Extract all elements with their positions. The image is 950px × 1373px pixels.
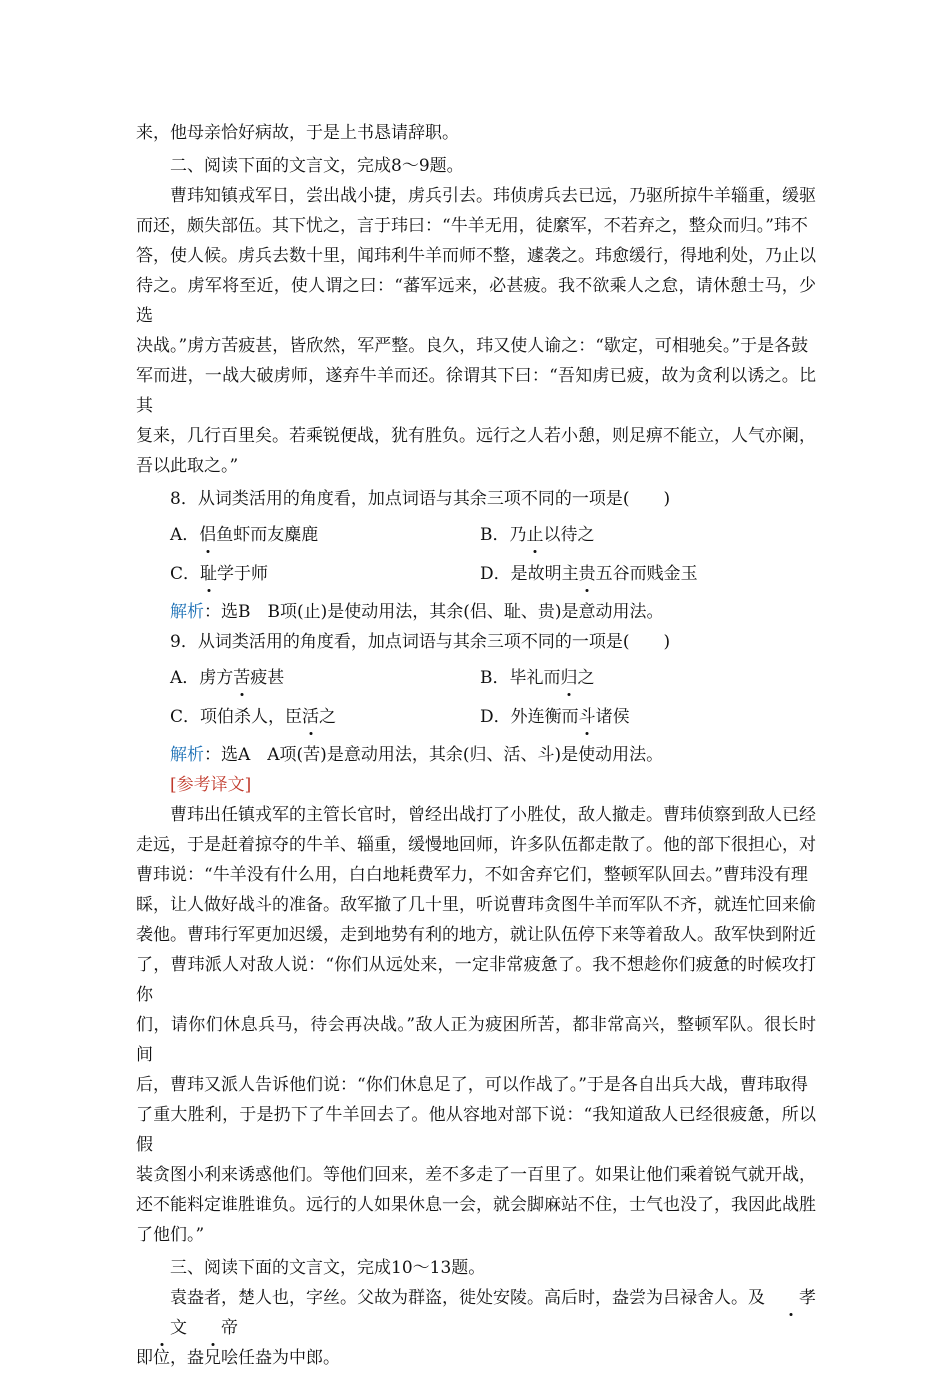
translation bbox=[136, 800, 816, 1250]
option-b: B．毕礼而归之 bbox=[480, 663, 820, 693]
option-a: A．侣鱼虾而友麋鹿 bbox=[170, 520, 480, 550]
passage2 bbox=[136, 181, 816, 481]
option-c: C．项伯杀人，臣活之 bbox=[170, 702, 480, 732]
question-8-stem: 8．从词类活用的角度看，加点词语与其余三项不同的一项是( ) bbox=[170, 489, 671, 509]
document-page bbox=[136, 118, 816, 1373]
translation-line: 走远，于是赶着掠夺的牛羊、辎重，缓慢地回师，许多队伍都走散了。他的部下很担心，对 bbox=[136, 835, 816, 855]
reference-heading: [参考译文] bbox=[170, 775, 252, 795]
translation-line: 了，曹玮派人对敌人说：“你们从远处来，一定非常疲惫了。我不想趁你们疲惫的时候攻打你 bbox=[136, 955, 816, 1005]
passage2-line: 答，使人候。虏兵去数十里，闻玮利牛羊而师不整，遽袭之。玮愈缓行，得地利处，乃止以 bbox=[136, 246, 816, 266]
translation-line: 装贪图小利来诱惑他们。等他们回来，差不多走了一百里了。如果让他们乘着锐气就开战， bbox=[136, 1165, 816, 1185]
passage2-line: 军而进，一战大破虏师，遂弃牛羊而还。徐谓其下曰：“吾知虏已疲，故为贪利以诱之。比其 bbox=[136, 366, 816, 416]
answer-label: 解析 bbox=[170, 745, 204, 765]
passage3-line: 袁盎者，楚人也，字丝。父故为群盗，徙处安陵。高后时，盎尝为吕禄舍人。及 孝文 帝 bbox=[136, 1283, 816, 1343]
option-a: A．虏方苦疲甚 bbox=[170, 663, 480, 693]
question-9-answer: 解析：选A A项(苦)是意动用法，其余(归、活、斗)是使动用法。 bbox=[170, 745, 664, 765]
translation-line: 了他们。” bbox=[136, 1225, 205, 1245]
option-d: D．外连衡而斗诸侯 bbox=[480, 702, 820, 732]
passage2-line: 待之。虏军将至近，使人谓之曰：“蕃军远来，必甚疲。我不欲乘人之怠，请休憩士马，少选 bbox=[136, 276, 816, 326]
question-9-options bbox=[170, 663, 816, 732]
passage2-line: 而还，颇失部伍。其下忧之，言于玮曰：“牛羊无用，徒縻军，不若弃之，整众而归。”玮不 bbox=[136, 216, 808, 236]
option-d: D．是故明主贵五谷而贱金玉 bbox=[480, 559, 820, 589]
translation-line: 袭他。曹玮行军更加迟缓，走到地势有利的地方，就让队伍停下来等着敌人。敌军快到附近 bbox=[136, 925, 816, 945]
answer-label: 解析 bbox=[170, 602, 204, 622]
translation-line: 曹玮出任镇戎军的主管长官时，曾经出战打了小胜仗，敌人撤走。曹玮侦察到敌人已经 bbox=[170, 805, 816, 825]
passage3-line: 即位，盎兄哙任盎为中郎。 bbox=[136, 1348, 340, 1368]
passage2-line: 复来，几行百里矣。若乘锐便战，犹有胜负。远行之人若小憩，则足痹不能立，人气亦阑， bbox=[136, 426, 816, 446]
translation-line: 后，曹玮又派人告诉他们说：“你们休息足了，可以作战了。”于是各自出兵大战，曹玮取得 bbox=[136, 1075, 808, 1095]
passage2-line: 决战。”虏方苦疲甚，皆欣然，军严整。良久，玮又使人谕之：“歇定，可相驰矣。”于是各鼓 bbox=[136, 336, 809, 356]
section2-heading: 二、阅读下面的文言文，完成8～9题。 bbox=[170, 156, 464, 176]
question-8 bbox=[136, 484, 816, 627]
option-c: C．耻学于师 bbox=[170, 559, 480, 589]
question-8-options bbox=[170, 520, 816, 589]
passage2-line: 曹玮知镇戎军日，尝出战小捷，虏兵引去。玮侦虏兵去已远，乃驱所掠牛羊辎重，缓驱 bbox=[170, 186, 816, 206]
question-9-stem: 9．从词类活用的角度看，加点词语与其余三项不同的一项是( ) bbox=[170, 632, 671, 652]
translation-line: 了重大胜利，于是扔下了牛羊回去了。他从容地对部下说：“我知道敌人已经很疲惫，所以假 bbox=[136, 1105, 816, 1155]
option-b: B．乃止以待之 bbox=[480, 520, 820, 550]
translation-line: 们，请你们休息兵马，待会再决战。”敌人正为疲困所苦，都非常高兴，整顿军队。很长时间 bbox=[136, 1015, 816, 1065]
translation-line: 睬，让人做好战斗的准备。敌军撤了几十里，听说曹玮贪图牛羊而军队不齐，就连忙回来偷 bbox=[136, 895, 816, 915]
question-8-answer: 解析：选B B项(止)是使动用法，其余(侣、耻、贵)是意动用法。 bbox=[170, 602, 664, 622]
translation-line: 还不能料定谁胜谁负。远行的人如果休息一会，就会脚麻站不住，士气也没了，我因此战胜 bbox=[136, 1195, 816, 1215]
section3-heading: 三、阅读下面的文言文，完成10～13题。 bbox=[170, 1258, 486, 1278]
translation-line: 曹玮说：“牛羊没有什么用，白白地耗费军力，不如舍弃它们，整顿军队回去。”曹玮没有理 bbox=[136, 865, 808, 885]
passage3 bbox=[136, 1283, 816, 1373]
passage2-line: 吾以此取之。” bbox=[136, 456, 239, 476]
intro-tail: 来，他母亲恰好病故，于是上书恳请辞职。 bbox=[136, 123, 459, 143]
question-9 bbox=[136, 627, 816, 770]
